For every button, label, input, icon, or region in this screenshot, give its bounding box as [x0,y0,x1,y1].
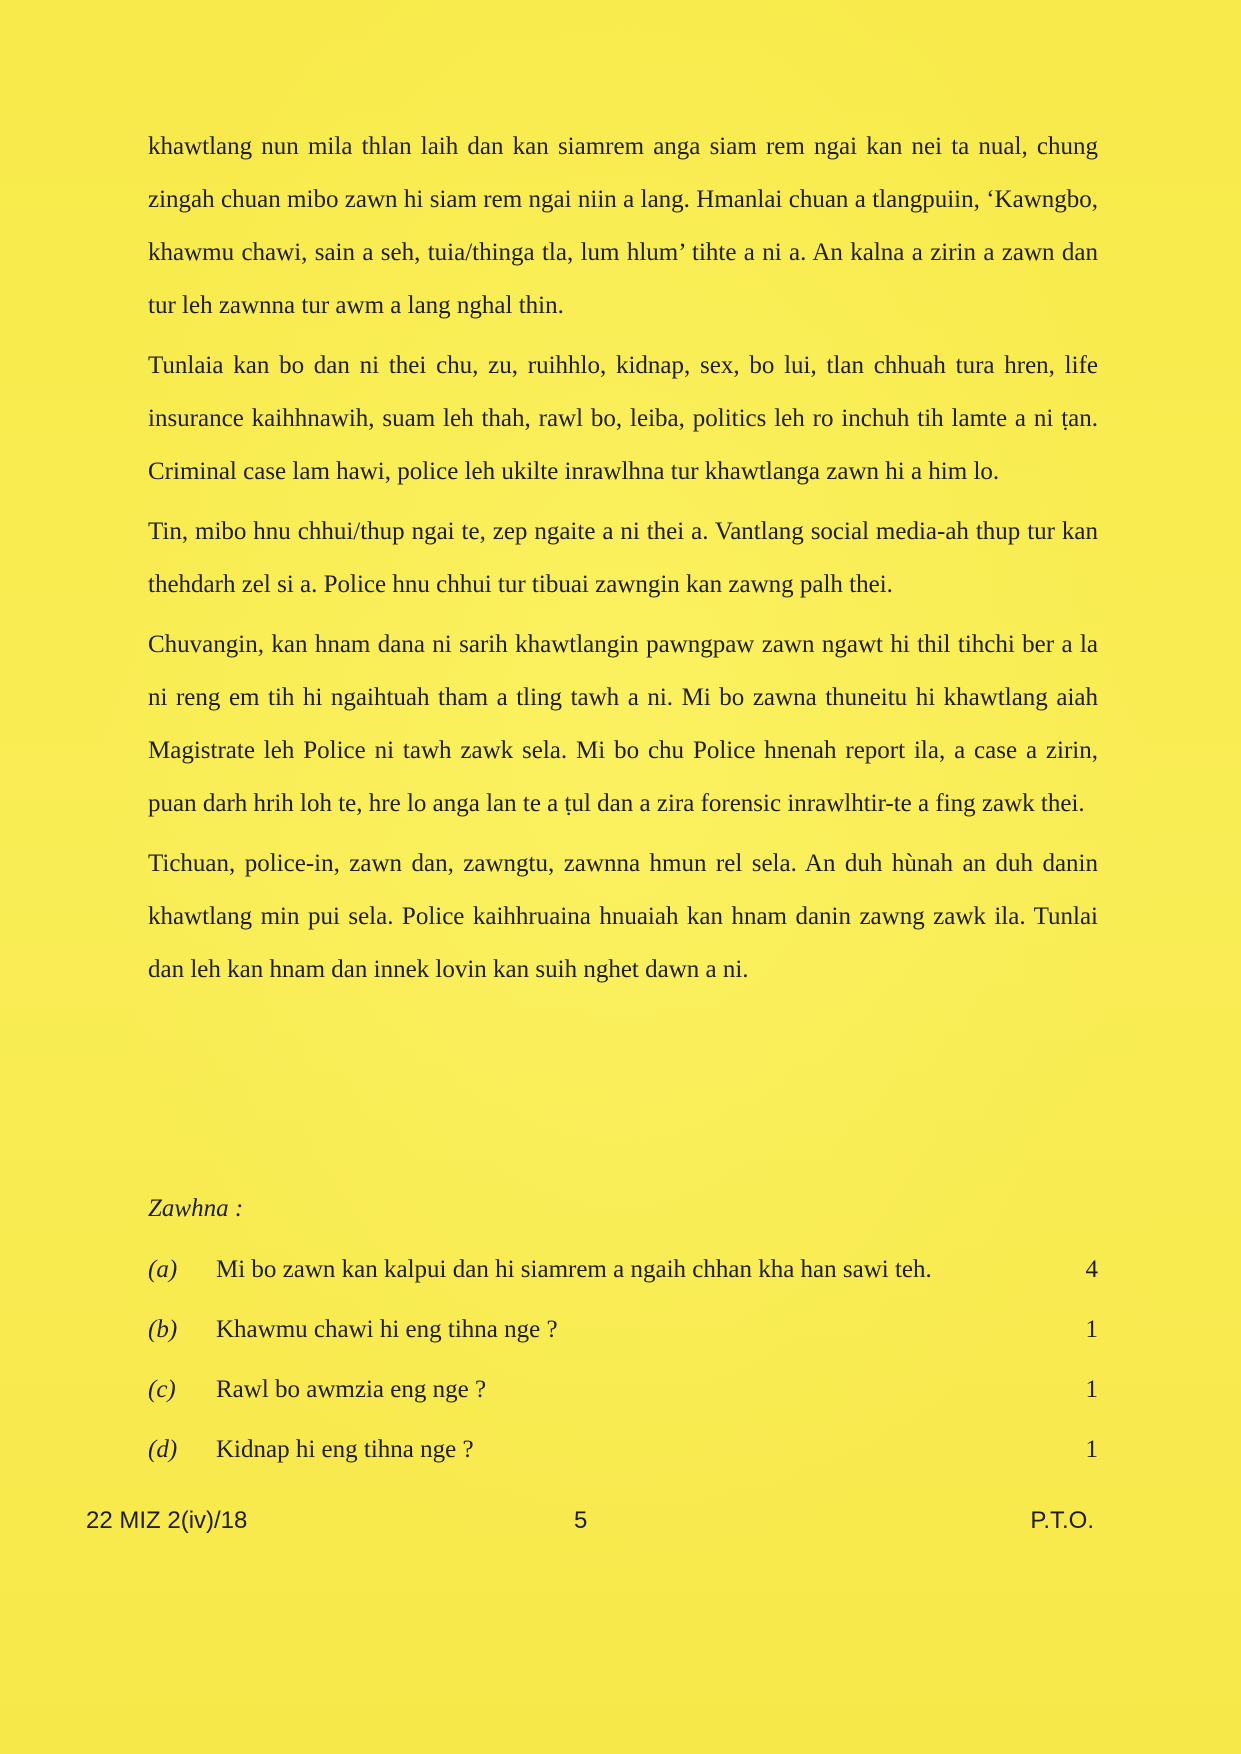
question-label: (d) [148,1436,178,1463]
question-text: Rawl bo awmzia eng nge ? [216,1376,487,1403]
questions-heading: Zawhna : [148,1195,244,1222]
paper-code: 22 MIZ 2(iv)/18 [86,1507,248,1534]
question-text: Khawmu chawi hi eng tihna nge ? [216,1316,558,1343]
passage-body [148,120,1098,1463]
question-item [148,1255,1098,1315]
page-number: 5 [574,1507,588,1534]
question-label: (c) [148,1376,176,1403]
question-marks: 4 [1085,1256,1098,1283]
question-marks: 1 [1085,1376,1098,1403]
pto-note: P.T.O. [1030,1507,1094,1534]
passage-paragraph-1: khawtlang nun mila thlan laih dan kan siamrem anga siam rem ngai kan nei ta nual, chung zingah chuan mibo zawn hi siam rem ngai niin a lang. Hmanlai chuan a tlangpuiin, ‘Kawngbo, khawmu chawi, sain a seh, tuia/thinga tla, lum hlum’ tihte a ni a. An kalna a zirin a zawn dan tur leh zawnna tur awm a lang nghal thin. [148,133,1098,319]
passage-paragraph-5: Tichuan, police-in, zawn dan, zawngtu, zawnna hmun rel sela. An duh hùnah an duh danin khawtlang min pui sela. Police kaihhruaina hnuaiah kan hnam danin zawng zawk ila. Tunlai dan leh kan hnam dan innek lovin kan suih nghet dawn a ni. [148,850,1098,983]
page-footer [86,1507,1094,1539]
question-label: (b) [148,1316,178,1343]
question-list [148,1255,1098,1495]
question-item [148,1435,1098,1495]
question-item [148,1375,1098,1435]
passage-paragraph-3: Tin, mibo hnu chhui/thup ngai te, zep ngaite a ni thei a. Vantlang social media-ah thup tur kan thehdarh zel si a. Police hnu chhui tur tibuai zawngin kan zawng palh thei. [148,518,1098,598]
question-text: Kidnap hi eng tihna nge ? [216,1436,474,1463]
passage-paragraph-4: Chuvangin, kan hnam dana ni sarih khawtlangin pawngpaw zawn ngawt hi thil tihchi ber a la ni reng em tih hi ngaihtuah tham a tling tawh a ni. Mi bo zawna thuneitu hi khawtlang aiah Magistrate leh Police ni tawh zawk sela. Mi bo chu Police hnenah report ila, a case a zirin, puan darh hrih loh te, hre lo anga lan te a ṭul dan a zira forensic inrawlhtir-te a fing zawk thei. [148,631,1098,817]
question-label: (a) [148,1256,178,1283]
question-text: Mi bo zawn kan kalpui dan hi siamrem a ngaih chhan kha han sawi teh. [216,1256,932,1283]
question-marks: 1 [1085,1436,1098,1463]
question-item [148,1315,1098,1375]
question-marks: 1 [1085,1316,1098,1343]
passage-paragraph-2: Tunlaia kan bo dan ni thei chu, zu, ruihhlo, kidnap, sex, bo lui, tlan chhuah tura hren, life insurance kaihhnawih, suam leh thah, rawl bo, leiba, politics leh ro inchuh tih lamte a ni ṭan. Criminal case lam hawi, police leh ukilte inrawlhna tur khawtlanga zawn hi a him lo. [148,352,1098,485]
